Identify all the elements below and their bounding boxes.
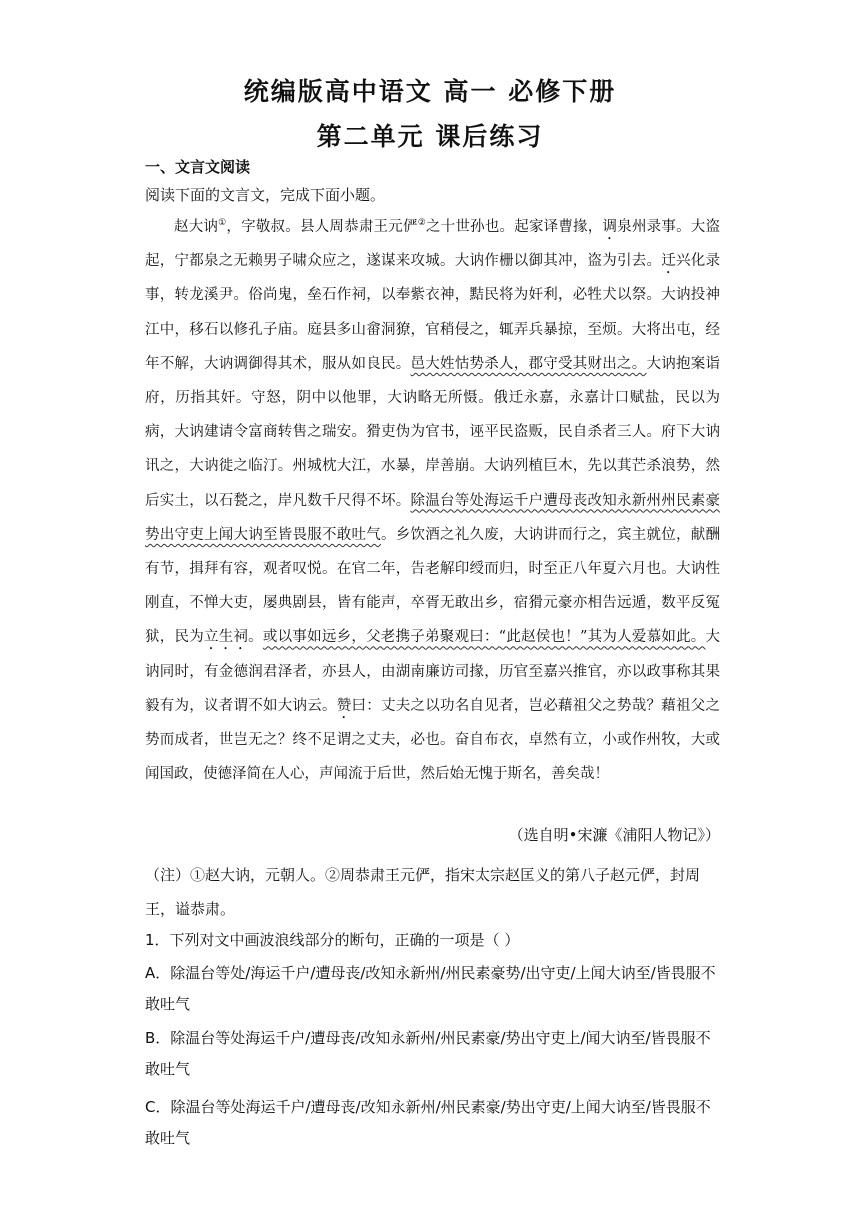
wavy-underlined-sentence: 或以事如远乡，父老携子弟聚观曰：“此赵侯也！”其为人爱慕如此。 (262, 629, 706, 646)
passage-text: 赵大讷 (174, 219, 219, 235)
wavy-underlined-sentence: 除温台等处海运千户遭母丧改知永新州州民素豪势出守吏上闻大讷至皆畏服不敢吐气 (145, 492, 720, 543)
passage-text: 。乡饮酒之礼久废，大讷讲而行之，宾主就位，献酬有节，揖拜有容，观者叹悦。在官二年，告老解印绶而归，时至正八年夏六月也。大讷性刚直，不惮大吏，屡典剧县，皆有能声，卒胥无敢出乡，宿猾元豪亦相告远遁，数平反冤狱，民为 (145, 526, 720, 646)
source-citation: （选自明•宋濂《浦阳人物记》） (508, 826, 720, 844)
passage-text: ，字敬叔。县人周恭肃王元俨 (226, 219, 418, 235)
annotation-note: （注）①赵大讷，元朝人。②周恭肃王元俨，指宋太宗赵匡义的第八子赵元俨，封周王，谥恭肃。 (145, 866, 701, 918)
option-c: C．除温台等处海运千户/遭母丧/改知永新州/州民素豪/势出守吏/上闻大讷至/皆畏服不敢吐气 (145, 1098, 711, 1147)
emphasized-word: 赞 (336, 697, 352, 714)
passage-text: 大讷同时，有金德润君泽者，亦县人，由湖南廉访司掾，历官至嘉兴推官，亦以政事称其果毅有为，议者谓不如大讷云。 (145, 629, 721, 714)
emphasized-word: 立生祠 (203, 629, 249, 646)
emphasized-word: 调 (602, 219, 618, 235)
passage-text: 之十世孙也。起家译曹掾， (425, 219, 603, 235)
question-1: 1．下列对文中画波浪线部分的断句，正确的一项是（ ） (145, 931, 520, 949)
emphasized-word: 迁 (661, 253, 676, 270)
passage-paragraph (145, 210, 720, 791)
option-b: B．除温台等处海运千户/遭母丧/改知永新州/州民素豪/势出守吏上/闻大讷至/皆畏服不敢吐气 (145, 1029, 711, 1078)
passage-text: 曰：丈夫之以功名自见者，岂必藉祖父之势哉？藉祖父之势而成者，世岂无之？终不足谓之丈夫，必也。奋自布衣，卓然有立，小或作州牧，大或闻国政，使德泽简在人心，声闻流于后世，然后始无愧于斯名，善矣哉！ (145, 697, 720, 783)
classical-passage (145, 210, 720, 791)
instruction-text: 阅读下面的文言文，完成下面小题。 (145, 186, 386, 204)
footnote-marker: ② (417, 218, 426, 229)
wavy-underlined-sentence: 邑大姓怙势杀人，郡守受其财出之。 (410, 355, 647, 372)
option-a: A．除温台等处/海运千户/遭母丧/改知永新州/州民素豪势/出守吏/上闻大讷至/皆畏服不敢吐气 (145, 964, 716, 1013)
page-subtitle: 第二单元 课后练习 (316, 122, 544, 151)
section-heading: 一、文言文阅读 (145, 158, 251, 176)
page-title: 统编版高中语文 高一 必修下册 (243, 77, 617, 106)
passage-text: 。 (248, 629, 263, 646)
passage-text: 泉州录事。大盗起，宁都泉之无赖男子啸众应之，遂谋来攻城。大讷作栅以御其冲，盗为引去。 (145, 219, 721, 270)
passage-text: 兴化录事，转龙溪尹。俗尚鬼，垒石作祠，以奉紫衣神，黠民将为奸利，必牲犬以祭。大讷投神江中，移石以修孔子庙。庭县多山畲洞獠，官稍侵之，辄弄兵暴掠，至烦。大将出屯，经年不解，大讷调御得其术，服从如良民。 (145, 253, 720, 372)
footnote-marker: ① (218, 218, 227, 229)
passage-text: 大讷抱案诣府，历指其奸。守怒，阴中以他罪，大讷略无所慑。俄迁永嘉，永嘉计口赋盐，民以为病，大讷建请令富商转售之瑞安。猾吏伪为官书，诬平民盗贩，民自杀者三人。府下大讷讯之，大讷徙之临汀。州城枕大江，水暴，岸善崩。大讷列植巨木，先以萁芒杀浪势，然后实土，以石甃之，岸凡数千尺得不坏。 (145, 355, 720, 509)
